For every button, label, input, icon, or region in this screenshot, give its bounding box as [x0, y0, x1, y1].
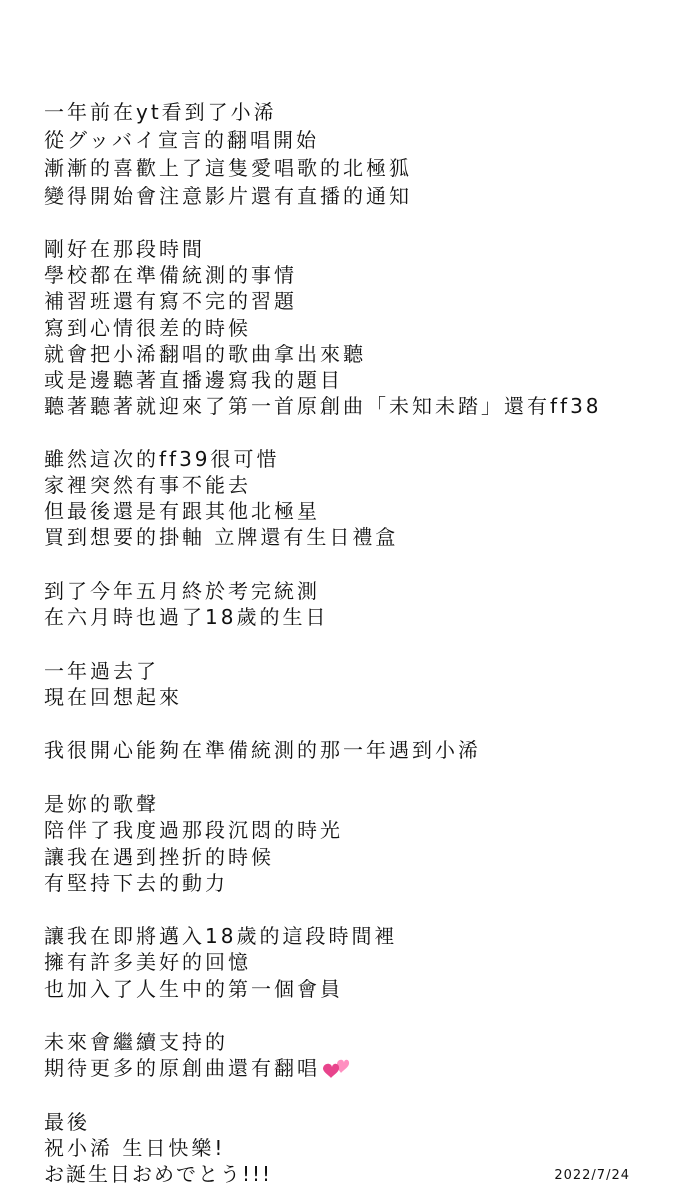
letter-line: 祝小浠 生日快樂! — [44, 1136, 226, 1160]
letter-line: 讓我在遇到挫折的時候 — [44, 845, 274, 869]
letter-line: 到了今年五月終於考完統測 — [44, 579, 320, 603]
letter-line: 家裡突然有事不能去 — [44, 473, 251, 497]
letter-line: 但最後還是有跟其他北極星 — [44, 499, 320, 523]
letter-line: 我很開心能夠在準備統測的那一年遇到小浠 — [44, 738, 481, 762]
letter-line: 一年前在yt看到了小浠 — [44, 100, 277, 124]
letter-date: 2022/7/24 — [554, 1168, 630, 1183]
letter-line: 剛好在那段時間 — [44, 237, 205, 261]
letter-line: お誕生日おめでとう!!! — [44, 1162, 273, 1186]
letter-line: 買到想要的掛軸 立牌還有生日禮盒 — [44, 525, 399, 549]
letter-line: 未來會繼續支持的 — [44, 1030, 228, 1054]
letter-line: 漸漸的喜歡上了這隻愛唱歌的北極狐 — [44, 156, 412, 180]
two-hearts-icon — [322, 1056, 350, 1078]
letter-line: 在六月時也過了18歲的生日 — [44, 605, 329, 629]
letter-line: 聽著聽著就迎來了第一首原創曲「未知未踏」還有ff38 — [44, 394, 602, 418]
letter-line-text: 期待更多的原創曲還有翻唱 — [44, 1056, 320, 1080]
letter-line: 寫到心情很差的時候 — [44, 316, 251, 340]
letter-line: 現在回想起來 — [44, 685, 182, 709]
letter-line: 有堅持下去的動力 — [44, 871, 228, 895]
letter-line: 最後 — [44, 1110, 90, 1134]
letter-line: 或是邊聽著直播邊寫我的題目 — [44, 368, 343, 392]
letter-line: 陪伴了我度過那段沉悶的時光 — [44, 818, 343, 842]
letter-line: 是妳的歌聲 — [44, 792, 159, 816]
letter-line: 也加入了人生中的第一個會員 — [44, 977, 343, 1001]
letter-line: 學校都在準備統測的事情 — [44, 263, 297, 287]
letter-line-with-heart — [44, 1054, 350, 1082]
letter-line: 一年過去了 — [44, 659, 159, 683]
letter-line: 雖然這次的ff39很可惜 — [44, 447, 280, 471]
letter-line: 變得開始會注意影片還有直播的通知 — [44, 184, 412, 208]
letter-line: 補習班還有寫不完的習題 — [44, 289, 297, 313]
letter-line: 就會把小浠翻唱的歌曲拿出來聽 — [44, 342, 366, 366]
letter-line: 從グッバイ宣言的翻唱開始 — [44, 128, 319, 152]
letter-line: 擁有許多美好的回憶 — [44, 950, 251, 974]
letter-line: 讓我在即將邁入18歲的這段時間裡 — [44, 924, 398, 948]
